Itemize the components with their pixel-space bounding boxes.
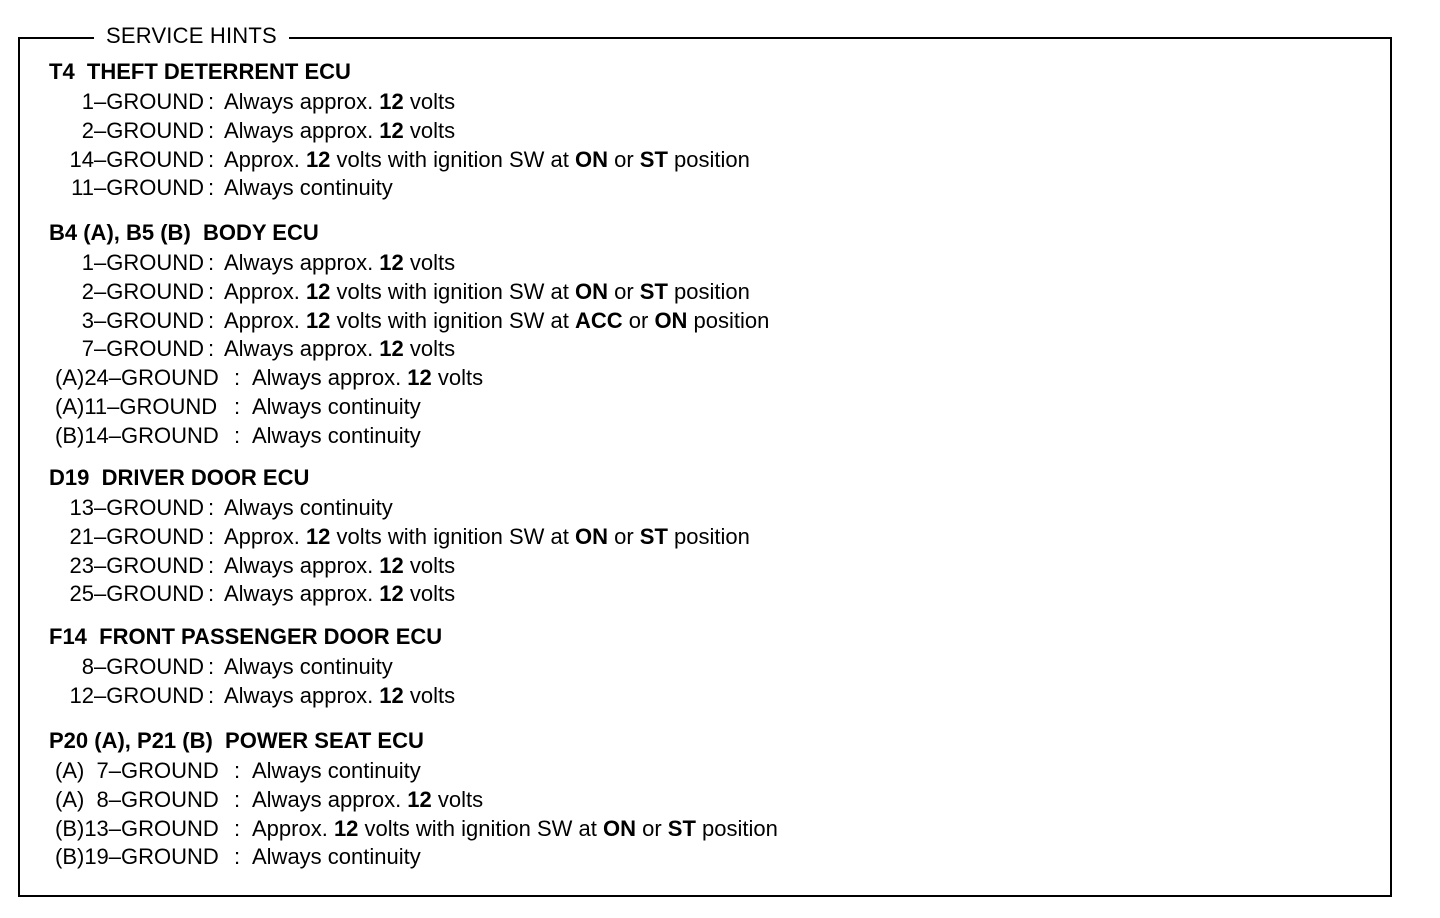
separator-colon: : [208,682,215,708]
separator-colon: : [208,552,215,578]
separator-colon: : [208,654,215,679]
separator-colon: : [234,365,241,391]
section-heading: F14 FRONT PASSENGER DOOR ECU [49,624,443,649]
separator-colon: : [234,844,241,870]
section-heading: P20 (A), P21 (B) POWER SEAT ECU [49,728,424,753]
pin-label: 1–GROUND [81,250,204,275]
hint-description: Always approx. 12 volts [224,552,456,578]
hint-description: Always approx. 12 volts [224,117,456,143]
separator-colon: : [208,336,215,362]
hint-description: Always approx. 12 volts [252,786,484,812]
hint-description: Approx. 12 volts with ignition SW at ON or ST position [252,815,778,841]
separator-colon: : [208,523,215,549]
hint-description: Always continuity [224,654,393,679]
pin-label: (B)14–GROUND [55,422,219,448]
hint-description: Approx. 12 volts with ignition SW at ACC or ON position [224,307,770,333]
hint-description: Approx. 12 volts with ignition SW at ON or ST position [224,146,750,172]
hint-description: Always approx. 12 volts [224,581,456,607]
pin-label: 13–GROUND [69,495,204,520]
pin-label: (A) 8–GROUND [55,786,219,812]
pin-label: 14–GROUND [69,146,204,172]
pin-label: 21–GROUND [69,523,204,549]
separator-colon: : [208,495,215,520]
hint-description: Always continuity [252,422,421,448]
pin-label: (B)13–GROUND [55,815,219,841]
separator-colon: : [234,786,241,812]
separator-colon: : [208,117,215,143]
separator-colon: : [234,758,241,783]
pin-label: (B)19–GROUND [55,844,219,870]
pin-label: 2–GROUND [81,278,204,304]
hint-description: Approx. 12 volts with ignition SW at ON or ST position [224,278,750,304]
hint-description: Always continuity [252,758,421,783]
pin-label: 2–GROUND [81,117,204,143]
hint-description: Always continuity [224,175,393,201]
pin-label: (A) 7–GROUND [55,758,219,783]
section-heading: D19 DRIVER DOOR ECU [49,465,310,490]
pin-label: 8–GROUND [81,654,204,679]
separator-colon: : [208,581,215,607]
pin-label: (A)24–GROUND [55,365,219,391]
section-heading: B4 (A), B5 (B) BODY ECU [49,220,319,245]
pin-label: 12–GROUND [69,682,204,708]
separator-colon: : [208,146,215,172]
separator-colon: : [234,422,241,448]
pin-label: 23–GROUND [69,552,204,578]
separator-colon: : [208,175,215,201]
separator-colon: : [234,394,241,419]
pin-label: 25–GROUND [69,581,204,607]
separator-colon: : [234,815,241,841]
hint-description: Always continuity [224,495,393,520]
service-hints-title: SERVICE HINTS [94,20,289,52]
hint-description: Always continuity [252,394,421,419]
hint-description: Always approx. 12 volts [224,336,456,362]
separator-colon: : [208,250,215,275]
separator-colon: : [208,307,215,333]
pin-label: 7–GROUND [81,336,204,362]
separator-colon: : [208,278,215,304]
hint-description: Always approx. 12 volts [224,682,456,708]
pin-label: 3–GROUND [81,307,204,333]
hint-description: Always continuity [252,844,421,870]
hint-description: Always approx. 12 volts [224,250,456,275]
hint-description: Approx. 12 volts with ignition SW at ON or ST position [224,523,750,549]
section-heading: T4 THEFT DETERRENT ECU [49,59,351,84]
pin-label: (A)11–GROUND [55,394,218,419]
hint-description: Always approx. 12 volts [252,365,484,391]
pin-label: 11–GROUND [71,175,204,201]
pin-label: 1–GROUND [81,89,204,114]
separator-colon: : [208,89,215,114]
hint-description: Always approx. 12 volts [224,89,456,114]
